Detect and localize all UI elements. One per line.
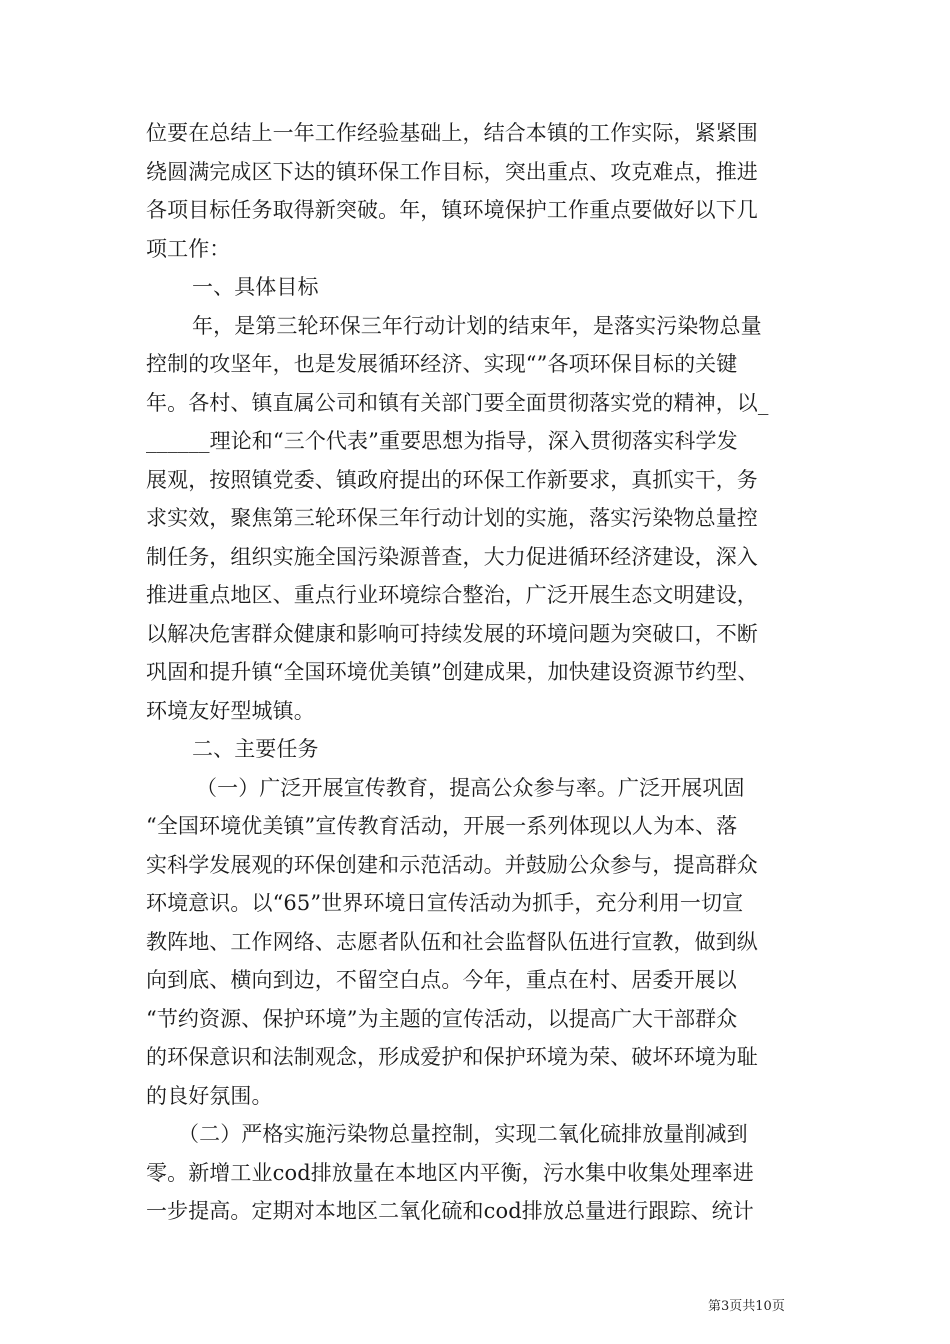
text-line: ______理论和“三个代表”重要思想为指导，深入贯彻落实科学发 bbox=[146, 429, 738, 453]
text-line: “全国环境优美镇”宣传教育活动，开展一系列体现以人为本、落 bbox=[146, 814, 738, 838]
text-line: “节约资源、保护环境”为主题的宣传活动，以提高广大干部群众 bbox=[146, 1006, 738, 1031]
text-line: 制任务，组织实施全国污染源普查，大力促进循环经济建设，深入 bbox=[146, 544, 758, 569]
document-body bbox=[146, 114, 812, 1231]
text-line: 控制的攻坚年，也是发展循环经济、实现“”各项环保目标的关键 bbox=[146, 352, 738, 376]
text-line: 教阵地、工作网络、志愿者队伍和社会监督队伍进行宣教，做到纵 bbox=[146, 929, 758, 954]
text-line: 实科学发展观的环保创建和示范活动。并鼓励公众参与，提高群众 bbox=[146, 852, 758, 877]
text-line: 巩固和提升镇“全国环境优美镇”创建成果，加快建设资源节约型、 bbox=[146, 660, 759, 684]
text-line: 的环保意识和法制观念，形成爱护和保护环境为荣、破坏环境为耻 bbox=[146, 1045, 758, 1069]
text-line: 绕圆满完成区下达的镇环保工作目标，突出重点、攻克难点，推进 bbox=[146, 159, 758, 184]
text-line: 一步提高。定期对本地区二氧化硫和cod排放总量进行跟踪、统计 bbox=[146, 1199, 754, 1223]
text-line: （二）严格实施污染物总量控制，实现二氧化硫排放量削减到 bbox=[178, 1122, 748, 1146]
text-line: 年，是第三轮环保三年行动计划的结束年，是落实污染物总量 bbox=[192, 313, 762, 338]
text-line: （一）广泛开展宣传教育，提高公众参与率。广泛开展巩固 bbox=[196, 775, 745, 800]
text-line: 项工作： bbox=[146, 236, 231, 261]
text-line: 位要在总结上一年工作经验基础上，结合本镇的工作实际，紧紧围 bbox=[146, 121, 758, 145]
section-heading-goals: 一、具体目标 bbox=[192, 275, 319, 299]
text-line: 求实效，聚焦第三轮环保三年行动计划的实施，落实污染物总量控 bbox=[146, 506, 758, 530]
page-number: 第3页共10页 bbox=[708, 1299, 785, 1314]
text-line: 以解决危害群众健康和影响可持续发展的环境问题为突破口，不断 bbox=[146, 621, 758, 646]
text-line: 向到底、横向到边，不留空白点。今年，重点在村、居委开展以 bbox=[146, 968, 737, 992]
text-line: 的良好氛围。 bbox=[146, 1083, 273, 1108]
text-line: 零。新增工业cod排放量在本地区内平衡，污水集中收集处理率进 bbox=[146, 1160, 754, 1185]
text-line: 各项目标任务取得新突破。年，镇环境保护工作重点要做好以下几 bbox=[146, 198, 758, 222]
text-line: 展观，按照镇党委、镇政府提出的环保工作新要求，真抓实干，务 bbox=[146, 467, 758, 492]
text-line: 环境友好型城镇。 bbox=[146, 698, 315, 723]
text-line: 推进重点地区、重点行业环境综合整治，广泛开展生态文明建设， bbox=[146, 583, 758, 607]
text-line: 年。各村、镇直属公司和镇有关部门要全面贯彻落实党的精神，以_ bbox=[146, 390, 769, 415]
section-heading-tasks: 二、主要任务 bbox=[192, 737, 319, 761]
text-line: 环境意识。以“65”世界环境日宣传活动为抓手，充分利用一切宣 bbox=[146, 891, 744, 915]
